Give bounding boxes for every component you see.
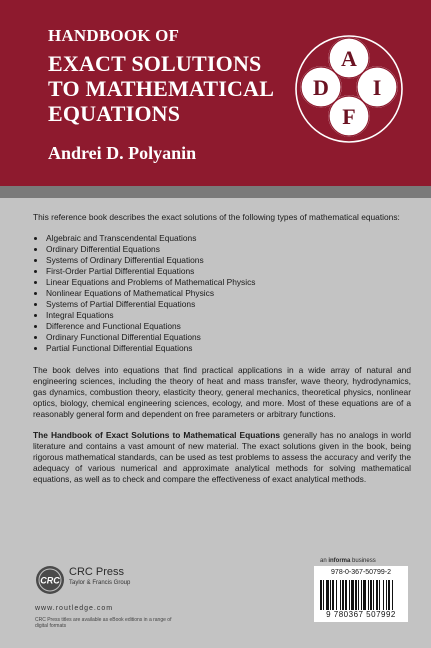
description-body [33, 212, 411, 495]
bullet-icon [34, 270, 37, 273]
list-item: Ordinary Differential Equations [33, 244, 411, 255]
cover-header-band [0, 0, 431, 186]
header-divider [0, 186, 431, 198]
bullet-icon [34, 314, 37, 317]
bullet-icon [34, 325, 37, 328]
list-item: Systems of Partial Differential Equations [33, 299, 411, 310]
publisher-name: CRC Press [69, 566, 125, 578]
applications-paragraph: The book delves into equations that find practical applications in a wide array of natural and engineering sciences, including the theory of heat and mass transfer, wave theory, hydrodynamics, gas dynamics, combustion theory, elasticity theory, general mechanics, theoretical physics, nonlinear optics, biology, chemical engineering sciences, ecology, and more. Most of these equations are of a reasonably general form and dependent on free parameters or arbitrary functions. [33, 365, 411, 419]
list-item: Nonlinear Equations of Mathematical Physics [33, 288, 411, 299]
series-title: HANDBOOK OF [48, 26, 180, 45]
list-item: Partial Functional Differential Equations [33, 343, 411, 354]
title-line-1: EXACT SOLUTIONS [48, 51, 262, 76]
significance-paragraph: The Handbook of Exact Solutions to Mathematical Equations generally has no analogs in world literature and contains a vast amount of new material. The exact solutions given in the book, being rigorous mathematical standards, can be used as test problems to assess the accuracy and verify the adequacy of various numerical and approximate analytical methods for solving mathematical equations, as well as to check and compare the effectiveness of exact analytical methods. [33, 430, 412, 484]
publisher-subtitle: Taylor & Francis Group [69, 580, 131, 586]
isbn-barcode [314, 566, 408, 622]
bullet-icon [34, 259, 37, 262]
book-title-inline: The Handbook of Exact Solutions to Mathematical Equations [33, 430, 281, 440]
logo-letter-f: F [342, 104, 356, 129]
bullet-icon [34, 237, 37, 240]
list-item: Ordinary Functional Differential Equations [33, 332, 411, 343]
title-line-3: EQUATIONS [48, 101, 181, 126]
list-item: Algebraic and Transcendental Equations [33, 233, 411, 244]
logo-letter-i: I [372, 75, 382, 100]
ebook-note: CRC Press titles are available as eBook editions in a range of digital formats [35, 617, 172, 629]
isbn-number: 978-0-367-50799-2 [331, 569, 391, 576]
adif-logo [290, 30, 408, 148]
list-item: Integral Equations [33, 310, 411, 321]
bullet-icon [34, 281, 37, 284]
author-name: Andrei D. Polyanin [48, 143, 197, 163]
svg-text:CRC: CRC [40, 575, 60, 586]
crc-press-logo-icon [35, 565, 65, 595]
bullet-icon [34, 292, 37, 295]
intro-paragraph: This reference book describes the exact solutions of the following types of mathematical equations: [33, 212, 400, 222]
barcode-icon [320, 580, 402, 610]
logo-letter-d: D [313, 75, 329, 100]
list-item: Systems of Ordinary Differential Equations [33, 255, 411, 266]
equation-types-list [33, 233, 411, 354]
bullet-icon [34, 303, 37, 306]
list-item: Linear Equations and Problems of Mathematical Physics [33, 277, 411, 288]
logo-letter-a: A [341, 46, 357, 71]
title-line-2: TO MATHEMATICAL [48, 76, 275, 101]
informa-business-label: an informa business [320, 558, 376, 564]
ean-digits: 9 780367 507992 [326, 610, 396, 619]
list-item: Difference and Functional Equations [33, 321, 411, 332]
list-item: First-Order Partial Differential Equations [33, 266, 411, 277]
bullet-icon [34, 347, 37, 350]
publisher-website: www.routledge.com [35, 605, 114, 612]
book-title [48, 51, 298, 126]
bullet-icon [34, 248, 37, 251]
bullet-icon [34, 336, 37, 339]
